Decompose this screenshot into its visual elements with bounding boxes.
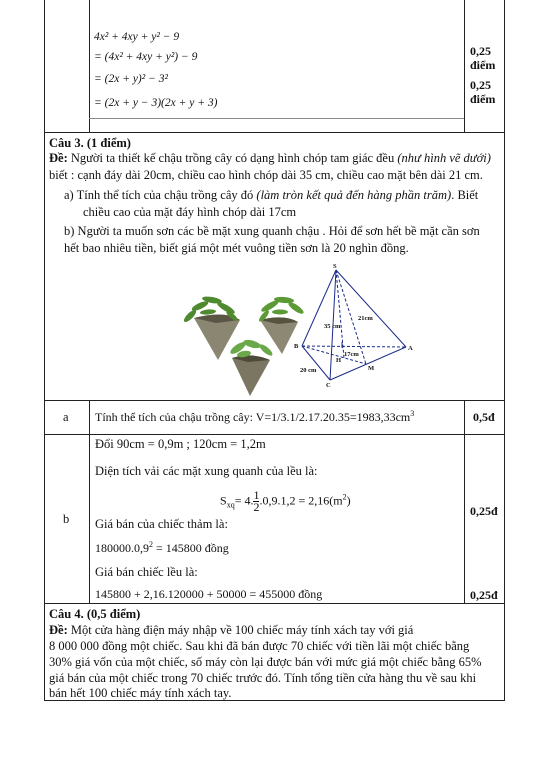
step-2: = (4x² + 4xy + y²) − 9 [94, 51, 198, 63]
de-text: Người ta thiết kế chậu trồng cây có dạng hình chóp tam giác đều [67, 151, 398, 165]
edge-BA [302, 346, 406, 347]
cau3-part-a-line2: chiều cao của mặt đáy hình chóp dài 17cm [83, 205, 297, 219]
cau4-text1: Một cửa hàng điện máy nhập về 100 chiếc máy tính xách tay với giá [67, 623, 414, 637]
label-S: S [333, 263, 337, 270]
cau3-part-b: b) Người ta muốn sơn các bề mặt xung quanh chậu . Hỏi để sơn hết bề mặt cần sơn [64, 224, 480, 238]
cau3-de-line2: biết : cạnh đáy dài 20cm, chiều cao hình chóp dài 35 cm, chiều cao mặt bên dài 21 cm. [49, 168, 483, 182]
row-a-text: Tính thể tích của chậu trồng cây: V=1/3.1/2.17.20.35=1983,33cm [95, 410, 411, 424]
formula-S: S [220, 493, 227, 508]
step-3: = (2x + y)² − 3² [94, 73, 168, 85]
formula-sub: xq [226, 500, 235, 510]
de-italic: (như hình vẽ dưới) [397, 151, 491, 165]
de-label: Đề: [49, 151, 68, 165]
pyramid-figure [290, 262, 430, 388]
cau4-line5: bán hết 100 chiếc máy tính xách tay. [49, 686, 232, 700]
frac-den: 2 [253, 500, 260, 514]
line4-sup: 2 [149, 540, 153, 549]
line4-part2: = 145800 đồng [153, 541, 229, 555]
row-a-sup: 3 [410, 409, 415, 418]
row-b-line4 [95, 541, 229, 556]
frac-num: 1 [253, 488, 260, 502]
score-top-2-unit: điểm [470, 92, 496, 106]
row-b-line2: Diện tích vải các mặt xung quanh của lều là: [95, 464, 318, 478]
label-B: B [294, 343, 299, 350]
cau4-line4: giá bán của một chiếc trong 70 chiếc trước đó. Tính tổng tiền cửa hàng thu về sau khi [49, 671, 477, 685]
label-M: M [368, 365, 375, 372]
formula-part1: = 4. [234, 493, 254, 508]
cau4-line3: 30% giá vốn của một chiếc, số máy còn lại được bán với mức giá một chiếc bằng 65% [49, 655, 482, 669]
row-a-score: 0,5đ [473, 410, 495, 424]
row-b-label: b [63, 512, 70, 526]
formula-unit: (m [329, 493, 343, 508]
formula-unit-sup: 2 [342, 492, 347, 502]
cau4-de-label: Đề: [49, 623, 68, 637]
formula-unit-close: ) [346, 493, 351, 508]
cau3-de-line1 [49, 151, 491, 166]
cau4-heading: Câu 4. (0,5 điểm) [49, 607, 141, 621]
row-b-line3: Giá bán của chiếc thảm là: [95, 517, 228, 531]
formula-part2: .0,9.1,2 = 2,16 [259, 493, 330, 508]
label-20cm: 20 cm [300, 367, 317, 374]
row-b-formula [220, 490, 351, 513]
plant-bottom [229, 338, 274, 358]
cau3-part-b-line2: hết bao nhiêu tiền, biết giá một mét vuông tiền sơn là 20 nghìn đồng. [64, 241, 409, 255]
row-b-score-2: 0,25đ [470, 588, 498, 602]
line4-part1: 180000.0,9 [95, 541, 149, 555]
cau3-part-a [64, 188, 478, 203]
row-a-label: a [63, 410, 69, 424]
edge-SB [302, 270, 336, 346]
label-21cm: 21cm [358, 315, 373, 322]
row-b-score-1: 0,25đ [470, 504, 498, 518]
label-17cm: 17cm [344, 351, 359, 358]
step-1: 4x² + 4xy + y² − 9 [94, 31, 180, 43]
edge-CA [330, 347, 406, 380]
height-SH [336, 270, 344, 358]
row-b-line1: Đổi 90cm = 0,9m ; 120cm = 1,2m [95, 437, 266, 451]
cau4-line1 [49, 623, 413, 638]
part-a-text: a) Tính thể tích của chậu trồng cây đó [64, 188, 257, 202]
edge-SA [336, 270, 406, 347]
edge-BC [302, 346, 330, 380]
row-b-line6: 145800 + 2,16.120000 + 50000 = 455000 đồng [95, 587, 323, 601]
row-a-answer [95, 410, 414, 425]
cau3-heading: Câu 3. (1 điểm) [49, 136, 131, 150]
step-4: = (2x + y − 3)(2x + y + 3) [94, 97, 218, 109]
score-top-1-unit: điểm [470, 58, 496, 72]
part-a-text2: . Biết [451, 188, 479, 202]
score-top-2: 0,25 [470, 78, 491, 92]
label-H: H [336, 357, 342, 364]
part-a-italic: (làm tròn kết quả đến hàng phần trăm) [256, 188, 452, 202]
label-35cm: 35 cm [324, 323, 341, 330]
label-C: C [326, 382, 331, 388]
label-A: A [408, 345, 413, 352]
cau4-line2: 8 000 000 đồng một chiếc. Sau khi đã bán được 70 chiếc với tiền lãi một chiếc bằng [49, 639, 470, 653]
score-top-1: 0,25 [470, 44, 491, 58]
row-b-line5: Giá bán chiếc lều là: [95, 565, 198, 579]
